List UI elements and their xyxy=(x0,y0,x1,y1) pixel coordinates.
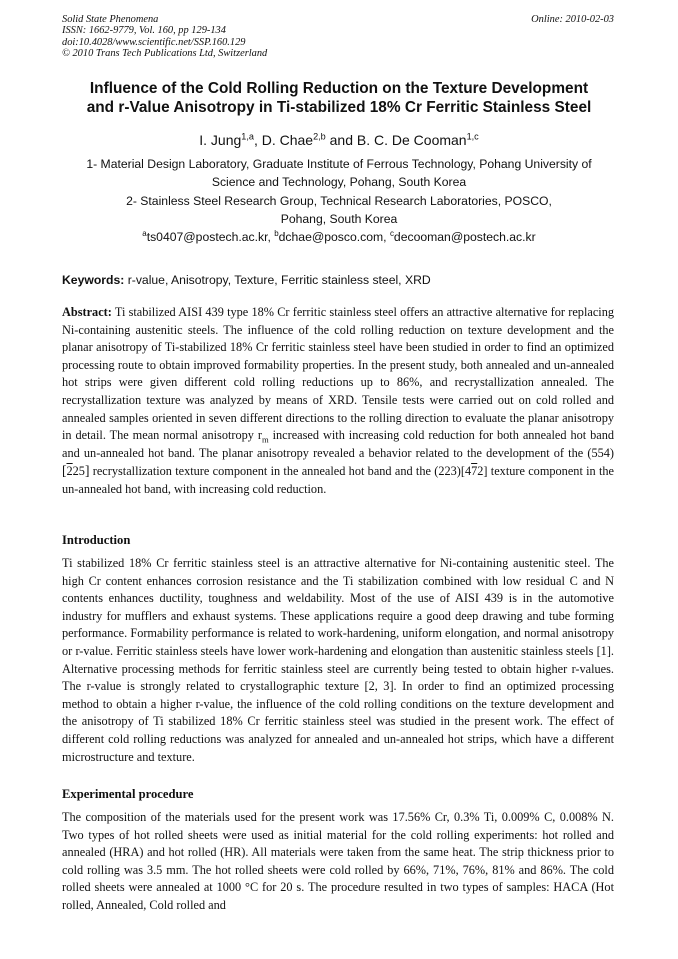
abstract-paragraph xyxy=(62,304,614,499)
email-mark: a xyxy=(142,228,147,238)
section-heading-introduction: Introduction xyxy=(62,533,131,547)
affiliation-line: Science and Technology, Pohang, South Korea xyxy=(211,174,467,189)
author-affil-mark: 1,a xyxy=(241,131,254,142)
texture-index: 25 xyxy=(72,464,85,479)
journal-doi[interactable]: doi:10.4028/www.scientific.net/SSP.160.129 xyxy=(62,36,246,48)
title-line-2: and r-Value Anisotropy in Ti-stabilized 18% Cr Ferritic Stainless Steel xyxy=(86,99,592,116)
author-list xyxy=(40,131,638,149)
author-affil-mark: 1,c xyxy=(466,131,479,142)
title-line-1: Influence of the Cold Rolling Reduction on the Texture Development xyxy=(89,80,589,97)
email-link[interactable]: dchae@posco.com, xyxy=(278,230,390,244)
paper-title xyxy=(40,79,638,117)
email-link[interactable]: ts0407@postech.ac.kr, xyxy=(146,230,275,244)
author-emails xyxy=(62,229,616,247)
email-mark: c xyxy=(389,228,394,238)
journal-copyright: © 2010 Trans Tech Publications Ltd, Switzerland xyxy=(62,47,268,59)
rm-subscript: m xyxy=(261,434,269,445)
author-separator: and xyxy=(325,132,357,148)
texture-bar-index: 7 xyxy=(471,464,478,479)
abstract-text: texture component in the un-annealed hot band, with increasing cold reduction. xyxy=(62,464,615,496)
experimental-paragraph: The composition of the materials used for the present work was 17.56% Cr, 0.3% Ti, 0.009% C, 0.008% N. Two types of hot rolled sheets were used as initial material for the cold rolling experiments: hot rolled and annealed (HRA) and hot rolled (HR). All materials were taken from the same heat. The strip thickness prior to cold rolling was 3.5 mm. The hot rolled sheets were cold rolled by 66%, 71%, 76%, 81% and 86%. The cold rolled sheets were annealed at 1000 °C for 20 s. The procedure resulted in two types of samples: HACA (Hot rolled, Annealed, Cold rolled and xyxy=(62,810,614,912)
abstract-text: Ti stabilized AISI 439 type 18% Cr ferritic stainless steel offers an attractive alternative for replacing Ni-containing austenitic steels. The influence of the cold rolling reduction on texture development and the planar anisotropy of Ti-stabilized 18% Cr ferritic stainless steel have been studied in order to find an optimized processing route to obtain improved formability properties. In the present study, both annealed and un-annealed hot strips were given different cold rolling reductions up to 86%, and recrystallization annealed. The recrystallization texture was analyzed by means of XRD. Tensile tests were carried out on cold rolled and annealed samples oriented in seven different directions to the rolling direction to evaluate the planar anisotropy in detail. The mean normal anisotropy r xyxy=(62,305,614,443)
texture-index: [4 xyxy=(460,464,472,479)
journal-issn: ISSN: 1662-9779, Vol. 160, pp 129-134 xyxy=(62,25,226,37)
abstract-text: recrystallization texture component in the annealed hot band and the xyxy=(89,464,435,479)
keywords-label: Keywords: xyxy=(62,273,125,287)
abstract-label: Abstract: xyxy=(62,305,112,319)
affiliation-line: Pohang, South Korea xyxy=(280,211,398,226)
texture-bracket: ] xyxy=(84,463,90,479)
author-name: B. C. De Cooman xyxy=(356,132,467,148)
author-separator: , xyxy=(253,132,262,148)
author-name: I. Jung xyxy=(199,132,242,148)
online-date: Online: 2010-02-03 xyxy=(531,14,614,25)
affiliation-1 xyxy=(62,156,616,191)
introduction-paragraph: Ti stabilized 18% Cr ferritic stainless steel is an attractive alternative for Ni-containing austenitic steel. The high Cr content enhances corrosion resistance and the Ti stabilization combined with low residual C and N contents enhances ductility, toughness and weldability. Most of the use of AISI 439 is in the automotive industry for mufflers and exhaust systems. These applications require a good deep drawing and tube forming performance. Formability performance is related to work-hardening, uniform elongation, and normal anisotropy or r-value. Ferritic stainless steels have lower work-hardening and elongation than austenitic stainless steels [1]. Alternative processing methods for ferritic stainless steel are currently being tested to obtain higher r-values. The r-value is strongly related to crystallographic texture [2, 3]. In order to find an optimized processing method to obtain a higher r-value, the influence of the cold rolling conditions on the texture development and the anisotropy of Ti stabilized 18% Cr ferritic stainless steel was studied in the present work. The effect of different cold rolling reductions was analyzed for annealed and un-annealed hot strips, which have a different microstructure and texture. xyxy=(62,556,614,764)
texture-plane: (223) xyxy=(434,464,461,479)
email-link[interactable]: decooman@postech.ac.kr xyxy=(393,230,536,244)
journal-header xyxy=(62,14,267,59)
email-mark: b xyxy=(274,228,279,238)
author-affil-mark: 2,b xyxy=(313,131,326,142)
author-name: D. Chae xyxy=(261,132,314,148)
journal-name: Solid State Phenomena xyxy=(62,14,159,25)
affiliation-2 xyxy=(62,193,616,228)
texture-index: 2] xyxy=(477,464,488,479)
section-heading-experimental: Experimental procedure xyxy=(62,787,194,801)
texture-bar-index: 2 xyxy=(66,464,73,479)
affiliation-line: 1- Material Design Laboratory, Graduate Institute of Ferrous Technology, Pohang University of xyxy=(86,157,592,171)
keywords-text: r-value, Anisotropy, Texture, Ferritic stainless steel, XRD xyxy=(124,273,431,287)
keywords-line xyxy=(62,273,616,287)
affiliation-line: 2- Stainless Steel Research Group, Technical Research Laboratories, POSCO, xyxy=(126,194,552,208)
texture-bracket: [ xyxy=(62,463,67,479)
texture-plane: (554) xyxy=(587,445,614,460)
abstract-text: increased with increasing cold reduction for both annealed hot band and un-annealed hot band. The planar anisotropy revealed a behavior related to the development of the xyxy=(62,428,615,460)
